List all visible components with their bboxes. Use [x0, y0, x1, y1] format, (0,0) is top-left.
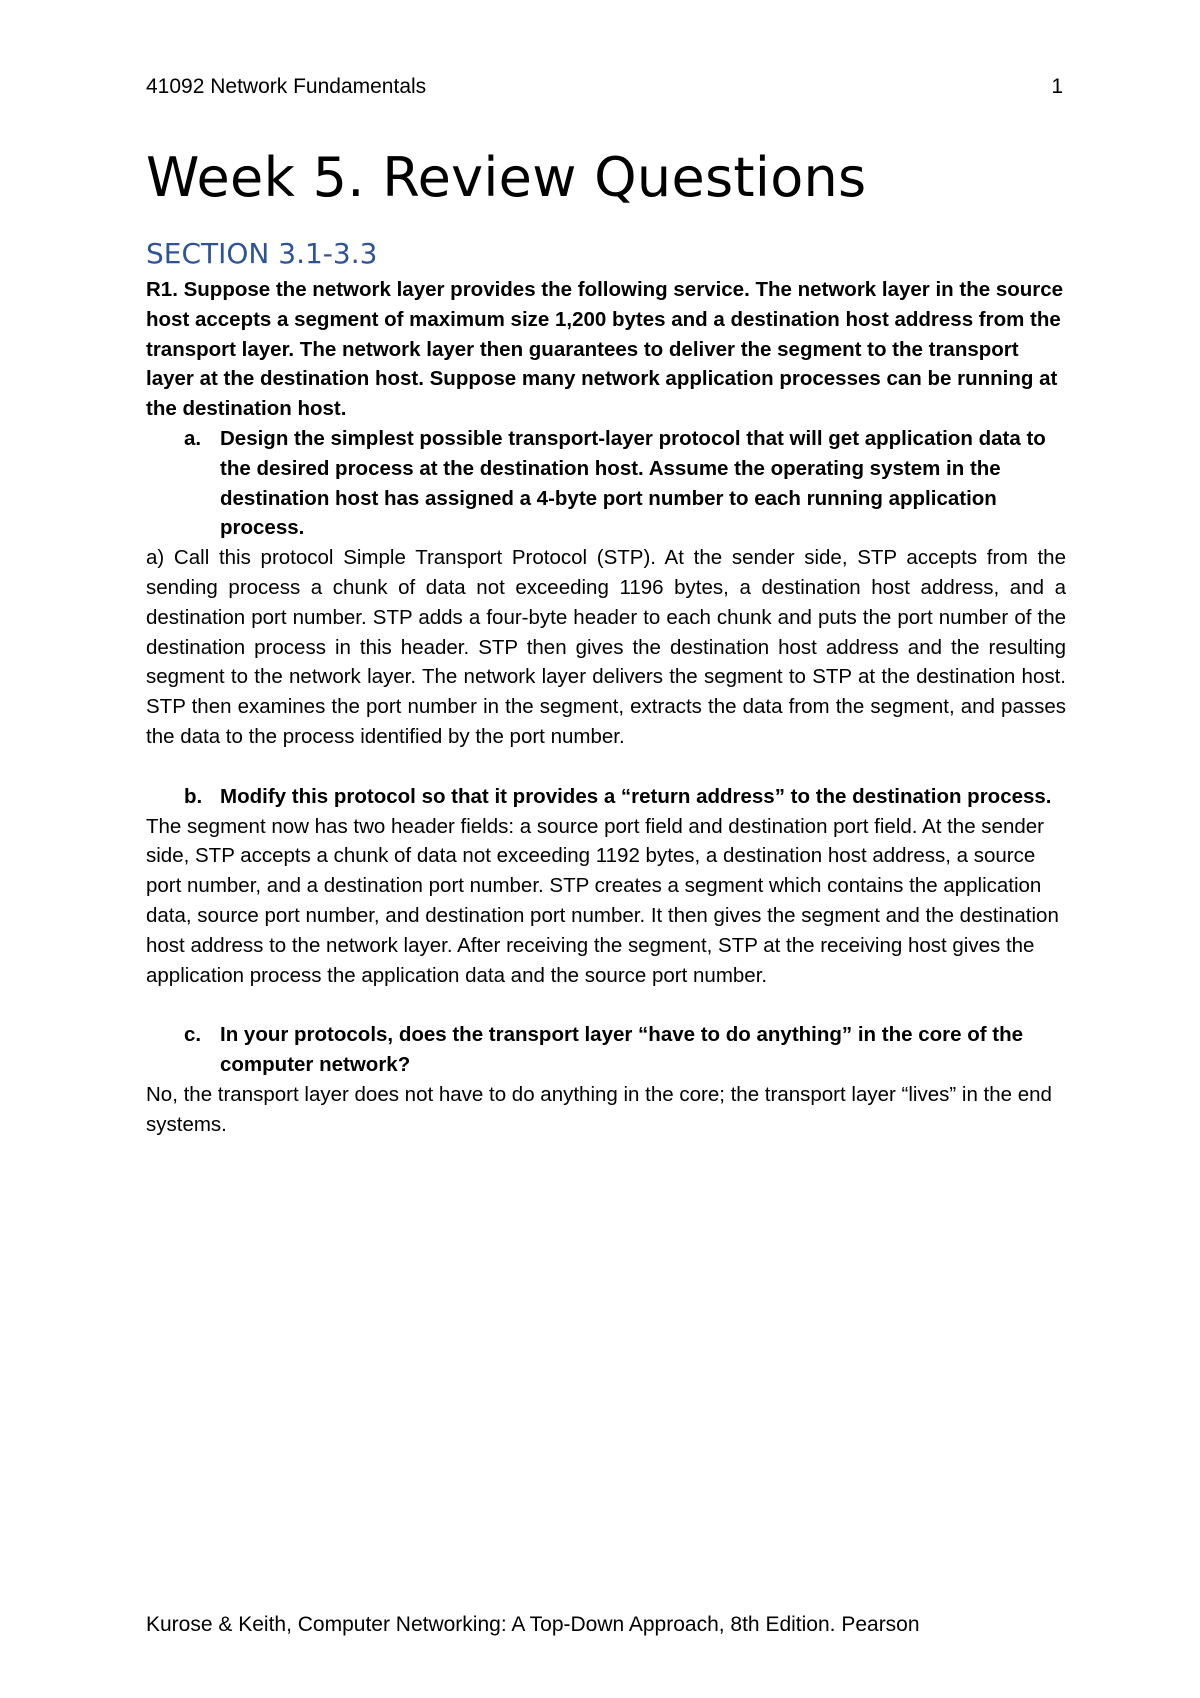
page-footer: Kurose & Keith, Computer Networking: A Top-Down Approach, 8th Edition. Pearson — [146, 1613, 920, 1636]
spacer — [146, 990, 1066, 1020]
subquestion-a — [146, 424, 1066, 543]
subquestion-marker: b. — [184, 784, 203, 808]
section-heading: SECTION 3.1-3.3 — [146, 237, 378, 270]
course-name: 41092 Network Fundamentals — [146, 75, 427, 98]
page-header — [146, 72, 1063, 102]
subquestion-text: Modify this protocol so that it provides a “return address” to the destination process. — [220, 784, 1052, 808]
question-body — [146, 275, 1066, 1140]
answer-b: The segment now has two header fields: a source port field and destination port field. At the sender side, STP accepts a chunk of data not exceeding 1192 bytes, a destination host address, a source port number, and a destination port number. STP creates a segment which contains the application data, source port number, and destination port number. It then gives the segment and the destination host address to the network layer. After receiving the segment, STP at the receiving host gives the application process the application data and the source port number. — [146, 814, 1059, 987]
subquestion-c — [146, 1020, 1066, 1080]
subquestion-text: Design the simplest possible transport-layer protocol that will get application data to the desired process at the destination host. Assume the operating system in the destination host has assigned a 4-byte port number to each running application process. — [220, 426, 1046, 540]
page-number: 1 — [1051, 75, 1063, 98]
subquestion-marker: c. — [184, 1023, 202, 1047]
subquestion-text: In your protocols, does the transport layer “have to do anything” in the core of the computer network? — [220, 1023, 1024, 1077]
question-r1: R1. Suppose the network layer provides the following service. The network layer in the source host accepts a segment of maximum size 1,200 bytes and a destination host address from the transport layer. The network layer then guarantees to deliver the segment to the transport layer at the destination host. Suppose many network application processes can be running at the destination host. — [146, 278, 1064, 421]
answer-c: No, the transport layer does not have to do anything in the core; the transport layer “lives” in the end systems. — [146, 1082, 1052, 1136]
subquestion-marker: a. — [184, 426, 202, 450]
spacer — [146, 752, 1066, 782]
subquestion-b — [146, 782, 1066, 812]
answer-a: a) Call this protocol Simple Transport Protocol (STP). At the sender side, STP accepts from the sending process a chunk of data not exceeding 1196 bytes, a destination host address, and a destination port number. STP adds a four-byte header to each chunk and puts the port number of the destination process in this header. STP then gives the destination host address and the resulting segment to the network layer. The network layer delivers the segment to STP at the destination host. STP then examines the port number in the segment, extracts the data from the segment, and passes the data to the process identified by the port number. — [146, 546, 1066, 748]
page-title: Week 5. Review Questions — [146, 146, 867, 209]
